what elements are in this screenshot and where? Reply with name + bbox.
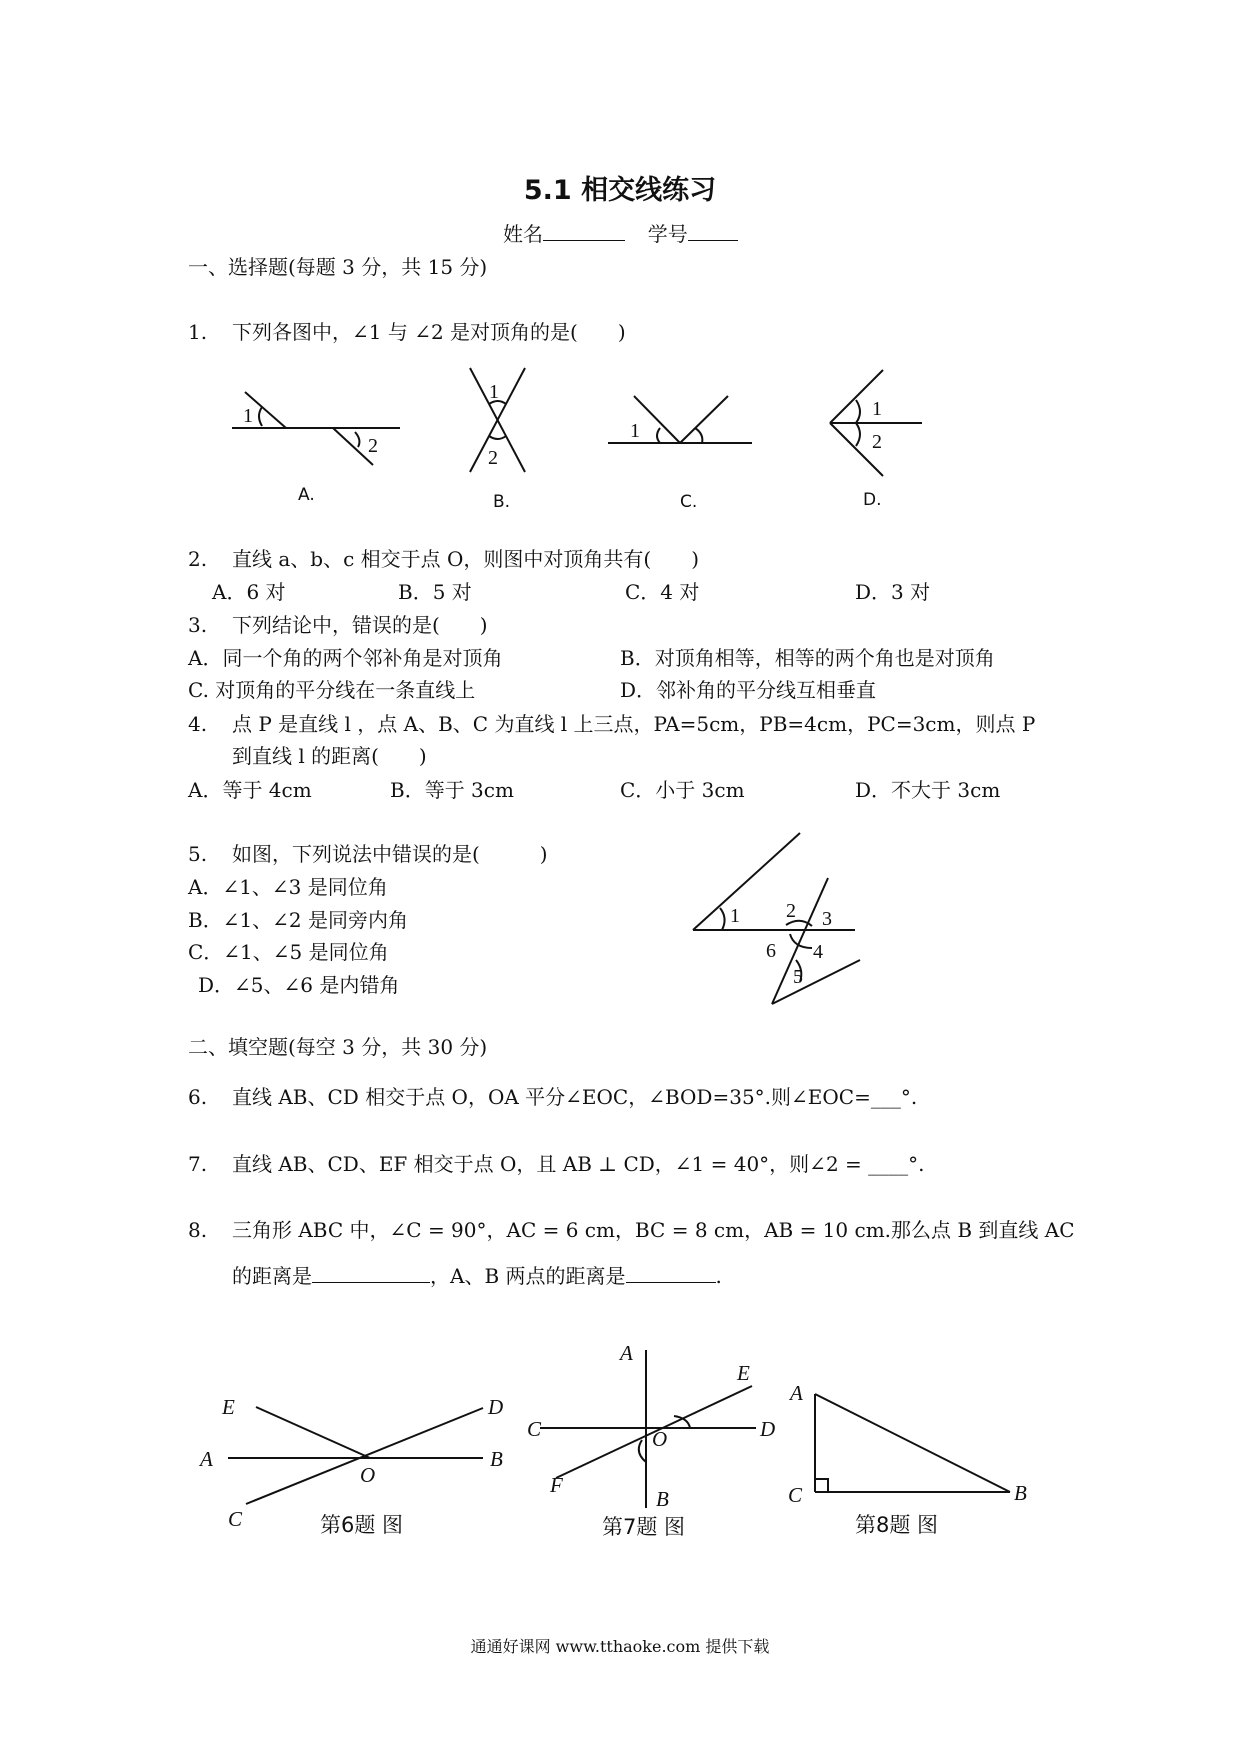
q2-number: 2. bbox=[188, 547, 208, 571]
page-title: 5.1 相交线练习 bbox=[523, 175, 717, 206]
q1b-label-2: 2 bbox=[488, 447, 498, 469]
q4-text-line1: 点 P 是直线 l ，点 A、B、C 为直线 l 上三点，PA=5cm，PB=4cm，PC=3cm，则点 P bbox=[232, 712, 1036, 736]
q6-text: 直线 AB、CD 相交于点 O，OA 平分∠EOC，∠BOD=35°.则∠EOC=___°. bbox=[232, 1085, 918, 1109]
q5-option-d[interactable]: D．∠5、∠6 是内错角 bbox=[198, 973, 400, 997]
q1a-label-1: 1 bbox=[243, 405, 253, 427]
q1c-label-1: 1 bbox=[630, 420, 640, 442]
q3-option-a[interactable]: A．同一个角的两个邻补角是对顶角 bbox=[188, 646, 503, 670]
q5-label-1: 1 bbox=[730, 905, 740, 927]
fig8-caption: 第8题 图 bbox=[855, 1513, 939, 1537]
q3-option-d[interactable]: D．邻补角的平分线互相垂直 bbox=[620, 678, 877, 702]
q5-option-a[interactable]: A．∠1、∠3 是同位角 bbox=[188, 875, 388, 899]
q5-label-6: 6 bbox=[766, 940, 776, 962]
section-choice-heading: 一、选择题(每题 3 分，共 15 分) bbox=[188, 255, 488, 279]
q1d-label-2: 2 bbox=[872, 431, 882, 453]
q7-number: 7. bbox=[188, 1152, 208, 1176]
section-fill-heading: 二、填空题(每空 3 分，共 30 分) bbox=[188, 1035, 488, 1059]
q8-line2-part-a: 的距离是 bbox=[232, 1264, 312, 1288]
fig8-label-c: C bbox=[788, 1483, 803, 1507]
number-label: 学号 bbox=[647, 222, 688, 246]
q4-number: 4. bbox=[188, 712, 208, 736]
q5-option-b[interactable]: B．∠1、∠2 是同旁内角 bbox=[188, 908, 409, 932]
figure-8 bbox=[815, 1394, 1010, 1492]
q5-option-c[interactable]: C．∠1、∠5 是同位角 bbox=[188, 940, 389, 964]
q5-label-2: 2 bbox=[786, 900, 796, 922]
q5-text: 如图，下列说法中错误的是( ) bbox=[232, 842, 548, 866]
q8-number: 8. bbox=[188, 1218, 208, 1242]
q1-text: 下列各图中，∠1 与 ∠2 是对顶角的是( ) bbox=[232, 320, 626, 344]
q2-option-a[interactable]: A．6 对 bbox=[212, 580, 286, 604]
q5-label-4: 4 bbox=[813, 941, 823, 963]
q1a-label-2: 2 bbox=[368, 435, 378, 457]
fig6-caption: 第6题 图 bbox=[320, 1513, 404, 1537]
fig7-label-e: E bbox=[737, 1361, 750, 1385]
fig6-label-o: O bbox=[360, 1463, 376, 1487]
q3-option-b[interactable]: B．对顶角相等，相等的两个角也是对顶角 bbox=[620, 646, 995, 670]
q8-line2-part-b: ，A、B 两点的距离是 bbox=[430, 1264, 626, 1288]
fig8-label-b: B bbox=[1014, 1481, 1027, 1505]
q5-number: 5. bbox=[188, 842, 208, 866]
fig7-label-o: O bbox=[652, 1427, 668, 1451]
q4-option-a[interactable]: A．等于 4cm bbox=[188, 778, 312, 802]
q2-option-c[interactable]: C．4 对 bbox=[625, 580, 700, 604]
fig7-label-c: C bbox=[527, 1417, 542, 1441]
q2-option-b[interactable]: B．5 对 bbox=[398, 580, 472, 604]
fig7-label-b: B bbox=[656, 1487, 669, 1511]
q1c-caption: C. bbox=[680, 492, 698, 512]
footer-text: 通通好课网 www.tthaoke.com 提供下载 bbox=[470, 1637, 770, 1656]
q1b-label-1: 1 bbox=[489, 381, 499, 403]
q4-option-c[interactable]: C．小于 3cm bbox=[620, 778, 745, 802]
q3-option-c[interactable]: C. 对顶角的平分线在一条直线上 bbox=[188, 678, 476, 702]
q1d-label-1: 1 bbox=[872, 398, 882, 420]
q4-text-line2: 到直线 l 的距离( ) bbox=[232, 744, 427, 768]
q4-option-d[interactable]: D．不大于 3cm bbox=[855, 778, 1001, 802]
q1-number: 1. bbox=[188, 320, 208, 344]
q3-number: 3. bbox=[188, 613, 208, 637]
q2-option-d[interactable]: D．3 对 bbox=[855, 580, 931, 604]
figure-6 bbox=[228, 1407, 483, 1504]
q1a-caption: A. bbox=[298, 485, 315, 505]
fig7-caption: 第7题 图 bbox=[602, 1515, 686, 1539]
q3-text: 下列结论中，错误的是( ) bbox=[232, 613, 488, 637]
q2-text: 直线 a、b、c 相交于点 O，则图中对顶角共有( ) bbox=[232, 547, 700, 571]
q8-line2-end: . bbox=[715, 1264, 722, 1288]
fig7-label-f: F bbox=[550, 1473, 563, 1497]
q5-label-5: 5 bbox=[793, 966, 803, 988]
q8-text-line1: 三角形 ABC 中，∠C = 90°，AC = 6 cm，BC = 8 cm，AB = 10 cm.那么点 B 到直线 AC bbox=[232, 1218, 1075, 1242]
fig8-label-a: A bbox=[790, 1381, 803, 1405]
q6-number: 6. bbox=[188, 1085, 208, 1109]
fig6-label-e: E bbox=[222, 1395, 235, 1419]
fig6-label-d: D bbox=[488, 1395, 504, 1419]
q4-option-b[interactable]: B．等于 3cm bbox=[390, 778, 514, 802]
q1b-caption: B. bbox=[493, 492, 511, 512]
name-label: 姓名 bbox=[503, 222, 543, 246]
fig7-label-a: A bbox=[620, 1341, 633, 1365]
q7-text: 直线 AB、CD、EF 相交于点 O，且 AB ⊥ CD，∠1 = 40°，则∠2 = ____°. bbox=[232, 1152, 925, 1176]
figure-7 bbox=[540, 1350, 756, 1508]
fig6-label-c: C bbox=[228, 1507, 243, 1531]
fig6-label-b: B bbox=[490, 1447, 503, 1471]
fig6-label-a: A bbox=[200, 1447, 213, 1471]
fig7-label-d: D bbox=[760, 1417, 776, 1441]
q5-label-3: 3 bbox=[822, 908, 832, 930]
q1d-caption: D. bbox=[863, 490, 882, 510]
